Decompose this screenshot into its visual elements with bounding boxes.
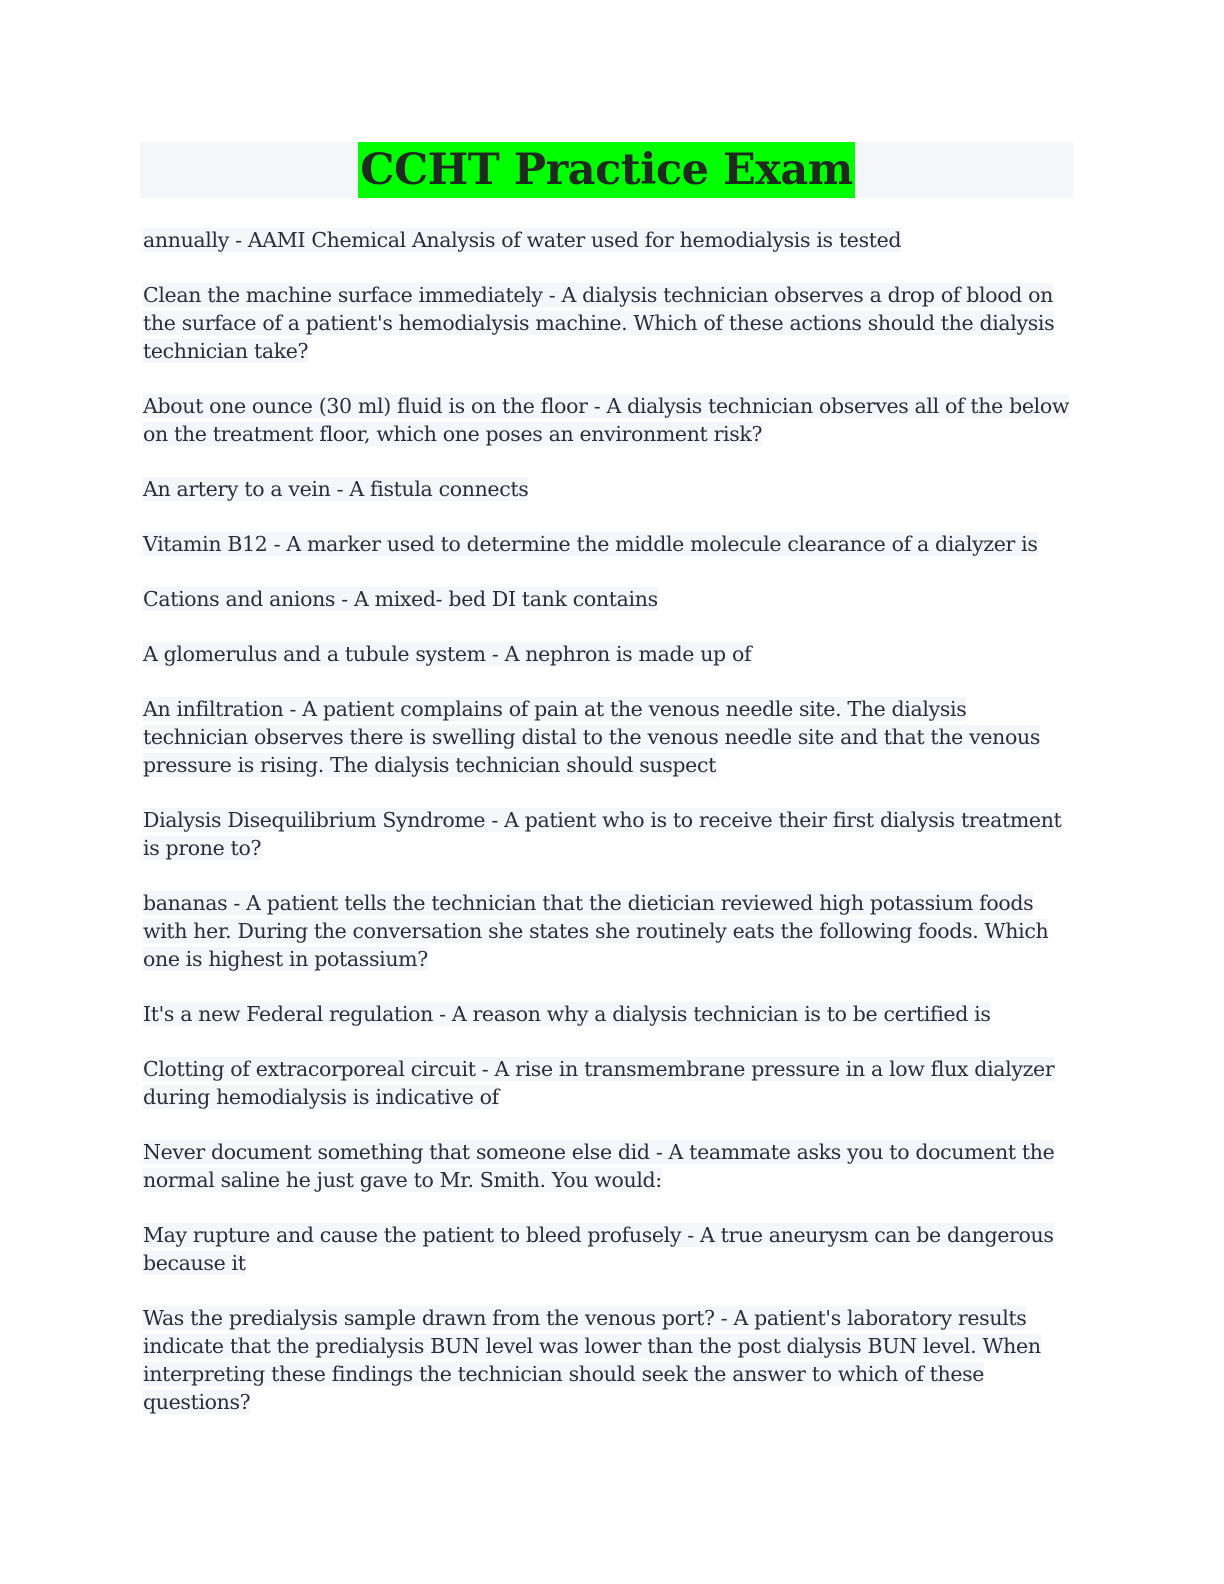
question-answer-text: A glomerulus and a tubule system - A nephron is made up of (143, 642, 752, 666)
list-item (143, 1138, 1073, 1194)
question-list (140, 226, 1073, 1416)
question-answer-text: Clotting of extracorporeal circuit - A rise in transmembrane pressure in a low flux dialyzer during hemodialysis is indicative of (143, 1057, 1055, 1109)
question-answer-text: May rupture and cause the patient to bleed profusely - A true aneurysm can be dangerous because it (143, 1223, 1054, 1275)
question-answer-text: Never document something that someone else did - A teammate asks you to document the normal saline he just gave to Mr. Smith. You would: (143, 1140, 1055, 1192)
page-title: CCHT Practice Exam (358, 142, 855, 198)
question-answer-text: Dialysis Disequilibrium Syndrome - A patient who is to receive their first dialysis treatment is prone to? (143, 808, 1062, 860)
question-answer-text: Clean the machine surface immediately - A dialysis technician observes a drop of blood on the surface of a patient's hemodialysis machine. Which of these actions should the dialysis technician take? (143, 283, 1055, 363)
question-answer-text: About one ounce (30 ml) fluid is on the floor - A dialysis technician observes all of the below on the treatment floor, which one poses an environment risk? (143, 394, 1070, 446)
question-answer-text: annually - AAMI Chemical Analysis of water used for hemodialysis is tested (143, 228, 902, 252)
list-item (143, 640, 1073, 668)
list-item (143, 1304, 1073, 1416)
list-item (143, 585, 1073, 613)
list-item (143, 695, 1073, 779)
list-item (143, 226, 1073, 254)
question-answer-text: bananas - A patient tells the technician that the dietician reviewed high potassium foods with her. During the conversation she states she routinely eats the following foods. Which one is highest in potassium? (143, 891, 1049, 971)
question-answer-text: An artery to a vein - A fistula connects (143, 477, 529, 501)
list-item (143, 530, 1073, 558)
list-item (143, 475, 1073, 503)
question-answer-text: Was the predialysis sample drawn from the venous port? - A patient's laboratory results indicate that the predialysis BUN level was lower than the post dialysis BUN level. When interpreting these findings the technician should seek the answer to which of these questions? (143, 1306, 1041, 1414)
list-item (143, 1000, 1073, 1028)
list-item (143, 889, 1073, 973)
list-item (143, 281, 1073, 365)
title-banner (140, 142, 1073, 198)
question-answer-text: It's a new Federal regulation - A reason why a dialysis technician is to be certified is (143, 1002, 991, 1026)
question-answer-text: An infiltration - A patient complains of pain at the venous needle site. The dialysis technician observes there is swelling distal to the venous needle site and that the venous pressure is rising. The dialysis technician should suspect (143, 697, 1041, 777)
list-item (143, 1055, 1073, 1111)
document-page (140, 142, 1073, 1443)
question-answer-text: Cations and anions - A mixed- bed DI tank contains (143, 587, 658, 611)
list-item (143, 392, 1073, 448)
list-item (143, 806, 1073, 862)
list-item (143, 1221, 1073, 1277)
question-answer-text: Vitamin B12 - A marker used to determine the middle molecule clearance of a dialyzer is (143, 532, 1038, 556)
